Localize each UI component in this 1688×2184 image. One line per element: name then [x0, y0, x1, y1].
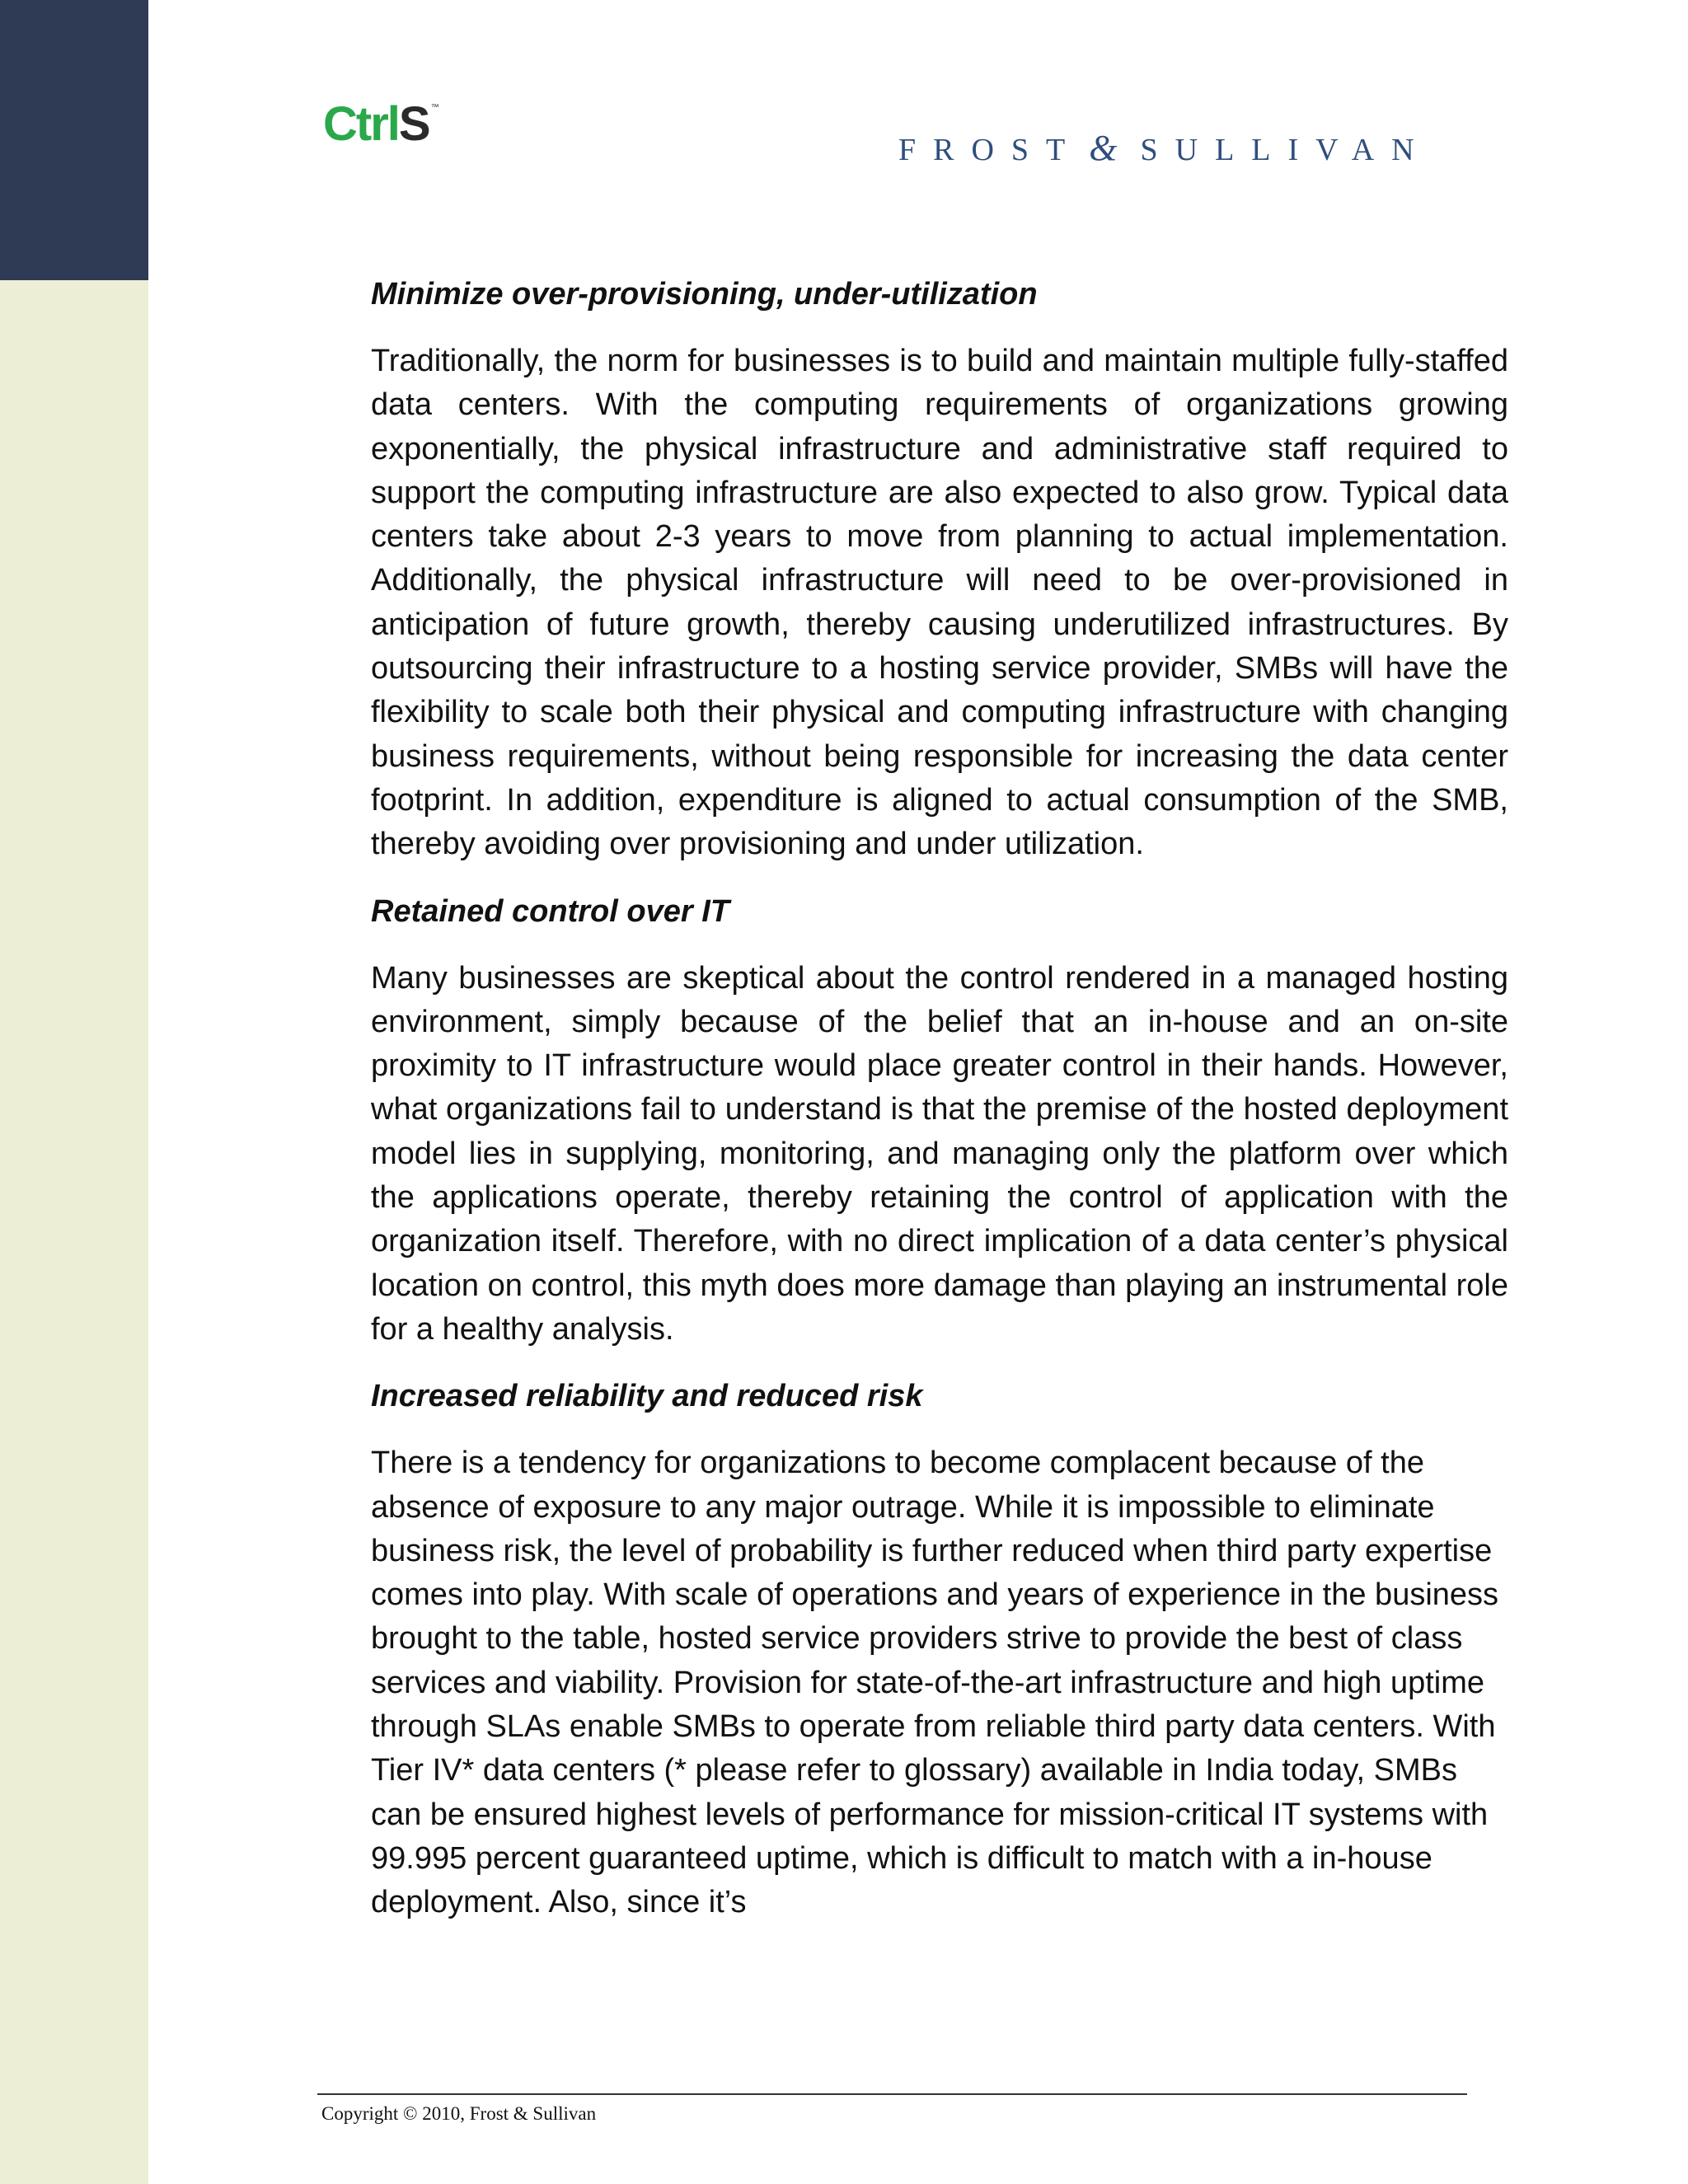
ctrls-logo-trademark: ™	[430, 103, 438, 112]
frost-logo-word: FROST	[898, 133, 1083, 167]
footer-divider	[317, 2093, 1467, 2095]
ctrls-logo-ctrl: Ctrl	[323, 97, 399, 151]
ctrls-logo	[323, 97, 438, 151]
ctrls-logo-s: S	[398, 97, 429, 151]
section-paragraph: Many businesses are skeptical about the control rendered in a managed hosting environment, simply because of the belief that an in-house and an on-site proximity to IT infrastructure would place greater control in their hands. However, what organizations fail to understand is that the premise of the hosted deployment model lies in supplying, monitoring, and managing only the platform over which the applications operate, thereby retaining the control of application with the organization itself. Therefore, with no direct implication of a data center’s physical location on control, this myth does more damage than playing an instrumental role for a healthy analysis.	[371, 960, 1508, 1347]
frost-logo-ampersand: &	[1089, 128, 1118, 168]
sullivan-logo-word: SULLIVAN	[1140, 133, 1432, 167]
section-paragraph: There is a tendency for organizations to become complacent because of the absence of exposure to any major outrage. While it is impossible to eliminate business risk, the level of probability is further reduced when third party expertise comes into play. With scale of operations and years of experience in the business brought to the table, hosted service providers strive to provide the best of class services and viability. Provision for state-of-the-art infrastructure and high uptime through SLAs enable SMBs to operate from reliable third party data centers. With Tier IV* data centers (* please refer to glossary) available in India today, SMBs can be ensured highest levels of performance for mission-critical IT systems with 99.995 percent guaranteed uptime, which is difficult to match with a in-house deployment. Also, since it’s	[371, 1446, 1499, 1920]
section-paragraph: Traditionally, the norm for businesses is to build and maintain multiple fully-staffed data centers. With the computing requirements of organizations growing exponentially, the physical infrastructure and administrative staff required to support the computing infrastructure are also expected to also grow. Typical data centers take about 2-3 years to move from planning to actual implementation. Additionally, the physical infrastructure will need to be over-provisioned in anticipation of future growth, thereby causing underutilized infrastructures. By outsourcing their infrastructure to a hosting service provider, SMBs will have the flexibility to scale both their physical and computing infrastructure with changing business requirements, without being responsible for increasing the data center footprint. In addition, expenditure is aligned to actual consumption of the SMB, thereby avoiding over provisioning and under utilization.	[371, 344, 1508, 862]
section-heading: Minimize over-provisioning, under-utilization	[371, 277, 1038, 312]
sidebar-strip	[0, 0, 148, 2184]
section-heading: Increased reliability and reduced risk	[371, 1379, 923, 1414]
footer-copyright: Copyright © 2010, Frost & Sullivan	[321, 2103, 597, 2124]
sidebar-strip-top-block	[0, 0, 148, 280]
section-heading: Retained control over IT	[371, 893, 729, 929]
frost-sullivan-logo	[898, 130, 1492, 166]
document-body	[371, 272, 1508, 1947]
